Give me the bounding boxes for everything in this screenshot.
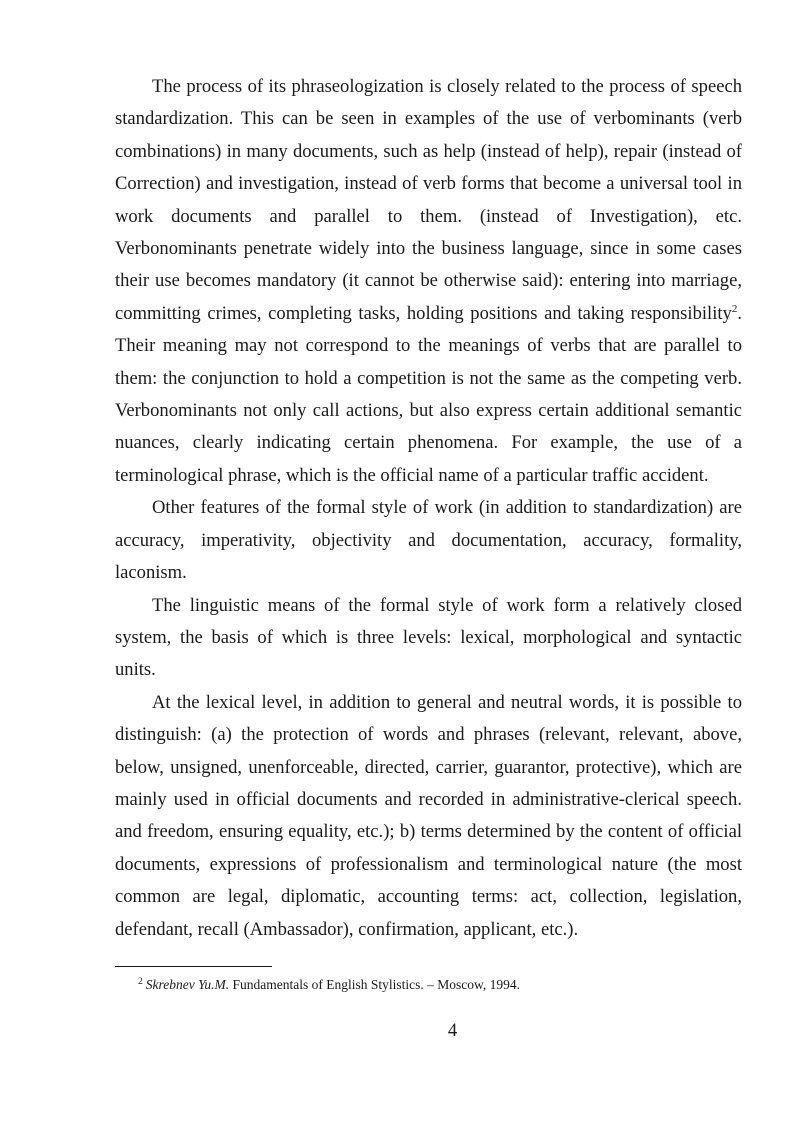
footnote-number: 2 xyxy=(138,977,143,987)
footnote-author: Skrebnev Yu.M. xyxy=(145,977,230,992)
page-number: 4 xyxy=(447,1020,458,1041)
footnote-divider xyxy=(115,966,272,967)
paragraph-4: At the lexical level, in addition to general and neutral words, it is possible to distinguish: (a) the protection of words and phrases (relevant, relevant, above, below, unsigned, unenforceable, directed, carrier, guarantor, protective), which are mainly used in official documents and recorded in administrative-clerical speech. and freedom, ensuring equality, etc.); b) terms determined by the content of official documents, expressions of professionalism and terminological nature (the most common are legal, diplomatic, accounting terms: act, collection, legislation, defendant, recall (Ambassador), confirmation, applicant, etc.). xyxy=(115,691,742,940)
footnote xyxy=(138,972,758,995)
body-text xyxy=(115,71,742,946)
paragraph-3: The linguistic means of the formal style of work form a relatively closed system, the basis of which is three levels: lexical, morphological and syntactic units. xyxy=(115,594,742,681)
footnote-text: Fundamentals of English Stylistics. – Moscow, 1994. xyxy=(229,977,520,992)
paragraph-1-tail: . Their meaning may not correspond to the meanings of verbs that are parallel to them: the conjunction to hold a competition is not the same as the competing verb. Verbonominants not only call actions, but also express certain additional semantic nuances, clearly indicating certain phenomena. For example, the use of a terminological phrase, which is the official name of a particular traffic accident. xyxy=(115,302,742,486)
paragraph-1-text: The process of its phraseologization is closely related to the process of speech standardization. This can be seen in examples of the use of verbominants (verb combinations) in many documents, such as help (instead of help), repair (instead of Correction) and investigation, instead of verb forms that become a universal tool in work documents and parallel to them. (instead of Investigation), etc. Verbonominants penetrate widely into the business language, since in some cases their use becomes mandatory (it cannot be otherwise said): entering into marriage, committing crimes, completing tasks, holding positions and taking responsibility xyxy=(115,76,742,324)
paragraph-2: Other features of the formal style of work (in addition to standardization) are accuracy, imperativity, objectivity and documentation, accuracy, formality, laconism. xyxy=(115,497,742,584)
footnote-reference[interactable]: 2 xyxy=(731,302,738,315)
paragraph-1 xyxy=(115,71,742,492)
